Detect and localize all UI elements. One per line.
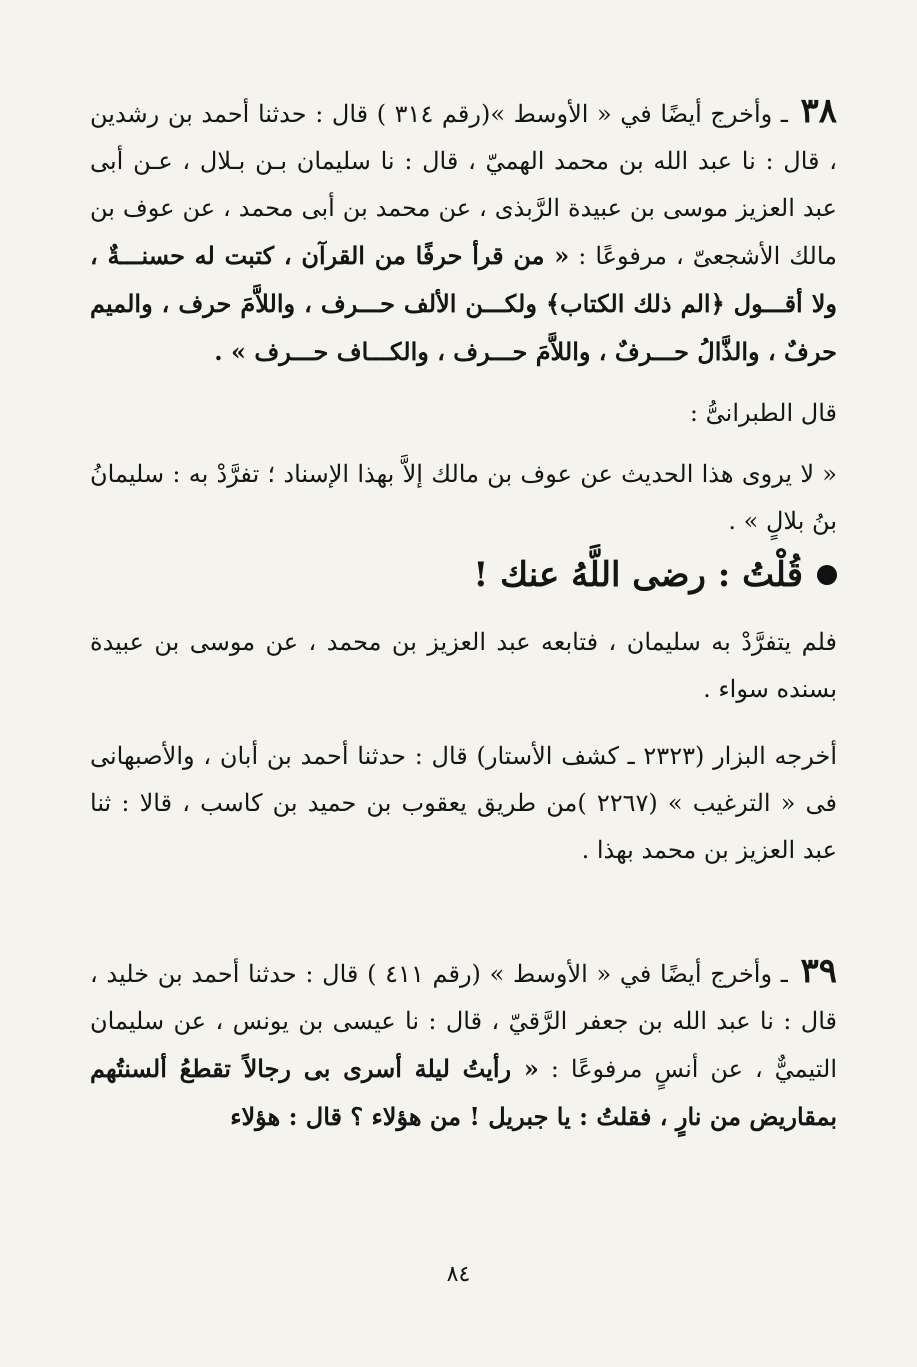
hadith-39 (90, 948, 837, 1141)
section-heading (90, 545, 837, 605)
heading-text: قُلْتُ : رضى اللَّهُ عنك ! (473, 555, 803, 595)
hadith-38-text: « من قرأ حرفًا من القرآن ، كتبت له حسنـــةٌ ، ولا أقـــول ﴿الم ذلك الكتاب﴾ ولكـــن الألف حـــرف ، واللاَّمَ حرف ، والميم حرفٌ ، والذَّالُ حـــرفٌ ، واللاَّمَ حـــرف ، والكـــاف حـــرف » . (90, 241, 837, 366)
spacer (90, 713, 837, 733)
tabarani-label: قال الطبرانىُّ : (689, 399, 837, 427)
hadith-39-number: ٣٩ (800, 951, 837, 991)
hadith-38-intro: ـ وأخرج أيضًا في « الأوسط »(رقم ٣١٤ ) قال : حدثنا أحمد بن رشدين ، قال : نا عبد الله بن محمد الهميّ ، قال : نا سليمان بـن بـلال ، عـن أبى عبد العزيز موسى بن عبيدة الرَّبذى ، عن محمد بن أبى محمد ، عن عوف بن مالك الأشجعىّ ، مرفوعًا : (90, 100, 837, 270)
hadith-38 (90, 88, 837, 376)
paragraph-1: فلم يتفرَّدْ به سليمان ، فتابعه عبد العزيز بن محمد ، عن موسى بن عبيدة بسنده سواء . (90, 628, 837, 703)
bullet-icon (817, 565, 837, 585)
hadith-39-intro: ـ وأخرج أيضًا في « الأوسط » (رقم ٤١١ ) قال : حدثنا أحمد بن خليد ، قال : نا عبد الله بن جعفر الرَّقيّ ، قال : نا عيسى بن يونس ، عن سليمان التيميٌّ ، عن أنسٍ مرفوعًا : (90, 960, 838, 1083)
page-number: ٨٤ (446, 1262, 471, 1287)
paragraph-2: أخرجه البزار (٢٣٢٣ ـ كشف الأستار) قال : حدثنا أحمد بن أبان ، والأصبهانى فى « الترغيب » (٢٢٦٧ )من طريق يعقوب بن حميد بن كاسب ، قالا : ثنا عبد العزيز بن محمد بهذا . (90, 742, 837, 864)
spacer (90, 437, 837, 451)
spacer (90, 874, 837, 948)
hadith-39-text: « رأيتُ ليلة أسرى بى رجالاً تقطعُ ألسنتُهم بمقاريض من نارٍ ، فقلتُ : يا جبريل ! من هؤلاء ؟ قال : هؤلاء (90, 1054, 837, 1131)
spacer (90, 376, 837, 390)
tabarani-quote: « لا يروى هذا الحديث عن عوف بن مالك إلاَّ بهذا الإسناد ؛ تفرَّدْ به : سليمانُ بنُ بلالٍ » . (90, 460, 837, 535)
spacer (90, 605, 837, 619)
hadith-38-number: ٣٨ (800, 91, 837, 131)
